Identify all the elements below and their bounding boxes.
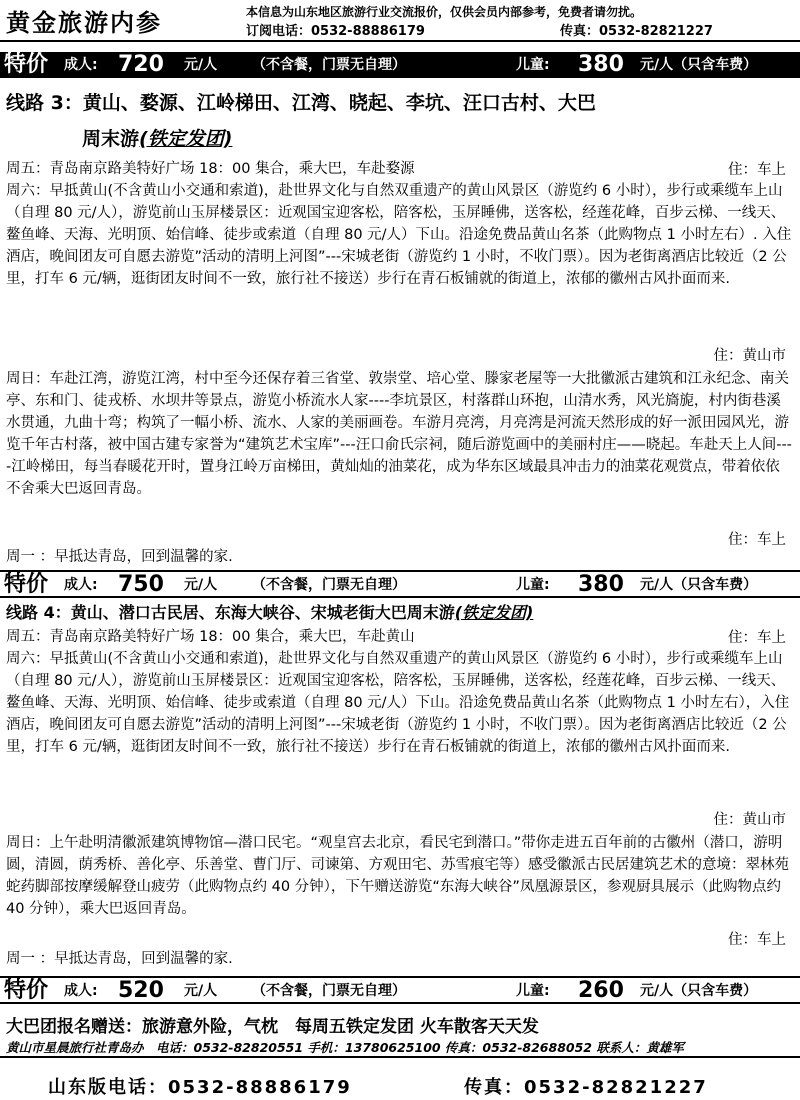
route-4-saturday-stay: 住：黄山市: [713, 812, 786, 828]
divider: [0, 40, 800, 42]
adult-unit: 元/人: [184, 983, 218, 999]
route-4-friday-stay: 住：车上: [728, 630, 786, 646]
header-notice: 本信息为山东地区旅游行业交流报价，仅供会员内部参考，免费者请勿扰。: [246, 5, 643, 19]
route-3-saturday: 周六：早抵黄山(不含黄山小交通和索道)，赴世界文化与自然双重遗产的黄山风景区（游览约 6 小时），步行或乘缆车上山（自理 80 元/人），游览前山玉屏楼景区：近观国宝迎客松，陪客松，玉屏睡佛，送客松，经莲花峰，百步云梯、一线天、鳌鱼峰、天海、光明顶、始信峰、徒步或索道（自理 80 元/人）下山。沿途免费品黄山名茶（此购物点 1 小时左右）. 入住酒店，晚间团友可自愿去游览”活动的清明上河图”---宋城老街（游览约 1 小时，不收门票）。因为老街离酒店比较近（2 公里，打车 6 元/辆，逛街团友时间不一致，旅行社不接送）步行在青石板铺就的街道上，浓郁的徽州古风扑面而来.: [6, 183, 792, 287]
divider: [0, 1056, 800, 1058]
header-fax: 传真：0532-82821227: [560, 24, 713, 39]
footer-band: [0, 1064, 800, 1100]
adult-note: （不含餐，门票无自理）: [252, 577, 406, 593]
price-bar-2: [0, 570, 800, 598]
header: [0, 0, 800, 38]
child-unit: 元/人（只含车费）: [640, 983, 758, 999]
adult-label: 成人:: [64, 577, 98, 593]
child-label: 儿童:: [516, 577, 550, 593]
footer-gift: 大巴团报名赠送：旅游意外险，气枕 每周五铁定发团 火车散客天天发: [6, 1017, 539, 1037]
route-3-title: 线路 3：黄山、婺源、江岭梯田、江湾、晓起、李坑、汪口古村、大巴: [6, 92, 596, 114]
adult-note: （不含餐，门票无自理）: [252, 983, 406, 999]
adult-price: 750: [118, 572, 164, 597]
adult-price: 720: [118, 52, 164, 77]
adult-price: 520: [118, 978, 164, 1003]
child-price: 380: [578, 52, 624, 77]
route-3-friday-stay: 住：车上: [728, 162, 786, 178]
adult-label: 成人:: [64, 57, 98, 73]
header-title: 黄金旅游内参: [6, 9, 162, 37]
route-4-sunday-stay: 住：车上: [728, 932, 786, 948]
footer-phone: 山东版电话：0532-88886179: [48, 1077, 352, 1098]
footer-fax: 传真：0532-82821227: [464, 1077, 708, 1098]
route-4-friday: 周五：青岛南京路美特好广场 18：00 集合，乘大巴，车赴黄山: [6, 629, 415, 645]
route-3-saturday-stay: 住：黄山市: [713, 348, 786, 364]
adult-note: （不含餐，门票无自理）: [252, 57, 406, 73]
route-4-monday: 周一 ：早抵达青岛，回到温馨的家.: [6, 951, 233, 967]
route-3-monday: 周一 ：早抵达青岛，回到温馨的家.: [6, 549, 233, 565]
price-tag: 特价: [4, 572, 49, 597]
child-label: 儿童:: [516, 983, 550, 999]
adult-unit: 元/人: [184, 577, 218, 593]
price-tag: 特价: [4, 52, 49, 77]
route-3-title-2: [82, 124, 232, 151]
child-price: 380: [578, 572, 624, 597]
price-bar-1: [0, 52, 800, 78]
route-4-saturday: 周六：早抵黄山(不含黄山小交通和索道)，赴世界文化与自然双重遗产的黄山风景区（游览约 6 小时），步行或乘缆车上山（自理 80 元/人），游览前山玉屏楼景区：近观国宝迎客松，陪客松，玉屏睡佛，送客松，经莲花峰，百步云梯、一线天、鳌鱼峰、天海、光明顶、始信峰、徒步或索道（自理 80 元/人）下山。沿途免费品黄山名茶（此购物点 1 小时左右），入住酒店，晚间团友可自愿去游览”活动的清明上河图”---宋城老街（游览约 1 小时，不收门票）。因为老街离酒店比较近（2 公里，打车 6 元/辆，逛街团友时间不一致，旅行社不接送）步行在青石板铺就的街道上，浓郁的徽州古风扑面而来.: [6, 651, 790, 755]
price-bar-3: [0, 976, 800, 1004]
child-unit: 元/人（只含车费）: [640, 577, 758, 593]
route-4-sunday: 周日：上午赴明清徽派建筑博物馆—潜口民宅。“观皇宫去北京，看民宅到潜口。”带你走进五百年前的古徽州（潜口，游明圆，清圆，荫秀桥、善化亭、乐善堂、曹门厅、司谏第、方观田宅、苏雪痕宅等）感受徽派古民居建筑艺术的意境：翠林苑蛇药脚部按摩缓解登山疲劳（此购物点约 40 分钟），下午赠送游览“东海大峡谷”凤凰源景区，参观厨具展示（此购物点约 40 分钟），乘大巴返回青岛。: [6, 835, 789, 917]
route-3-title-suffix: 周末游: [82, 128, 140, 150]
price-tag: 特价: [4, 978, 49, 1003]
route-4-title: 线路 4：黄山、潜口古民居、东海大峡谷、宋城老街大巴周末游: [6, 603, 455, 622]
route-4-tag: (铁定发团): [454, 603, 534, 622]
child-unit: 元/人（只含车费）: [640, 57, 758, 73]
route-3-sunday-stay: 住：车上: [728, 532, 786, 548]
adult-unit: 元/人: [184, 57, 218, 73]
route-4-title-line: [6, 600, 533, 623]
route-3-sunday: 周日：车赴江湾，游览江湾，村中至今还保存着三省堂、敦崇堂、培心堂、滕家老屋等一大批徽派古建筑和江永纪念、南关亭、东和门、徒戎桥、水坝井等景点，游览小桥流水人家----李坑景区，村落群山环抱，山清水秀，风光旖旎，村内街巷溪水贯通，九曲十弯；构筑了一幅小桥、流水、人家的美丽画卷。车游月亮湾，月亮湾是河流天然形成的好一派田园风光，游览千年古村落，被中国古建专家誉为“建筑艺术宝库”---汪口俞氏宗祠，随后游览画中的美丽村庄——晓起。车赴天上人间----江岭梯田，每当春暖花开时，置身江岭万亩梯田，黄灿灿的油菜花，成为华东区域最具冲击力的油菜花观赏点，带着依依不舍乘大巴返回青岛。: [6, 371, 792, 497]
route-3-friday: 周五：青岛南京路美特好广场 18：00 集合，乘大巴，车赴婺源: [6, 161, 415, 177]
child-label: 儿童:: [516, 57, 550, 73]
child-price: 260: [578, 978, 624, 1003]
route-3-tag: (铁定发团): [139, 128, 233, 150]
header-phone: 订阅电话：0532-88886179: [246, 24, 425, 39]
footer-agency: 黄山市星晨旅行社青岛办 电话：0532-82820551 手机：13780625100 传真：0532-82688052 联系人：黄雄军: [6, 1040, 684, 1055]
adult-label: 成人:: [64, 983, 98, 999]
